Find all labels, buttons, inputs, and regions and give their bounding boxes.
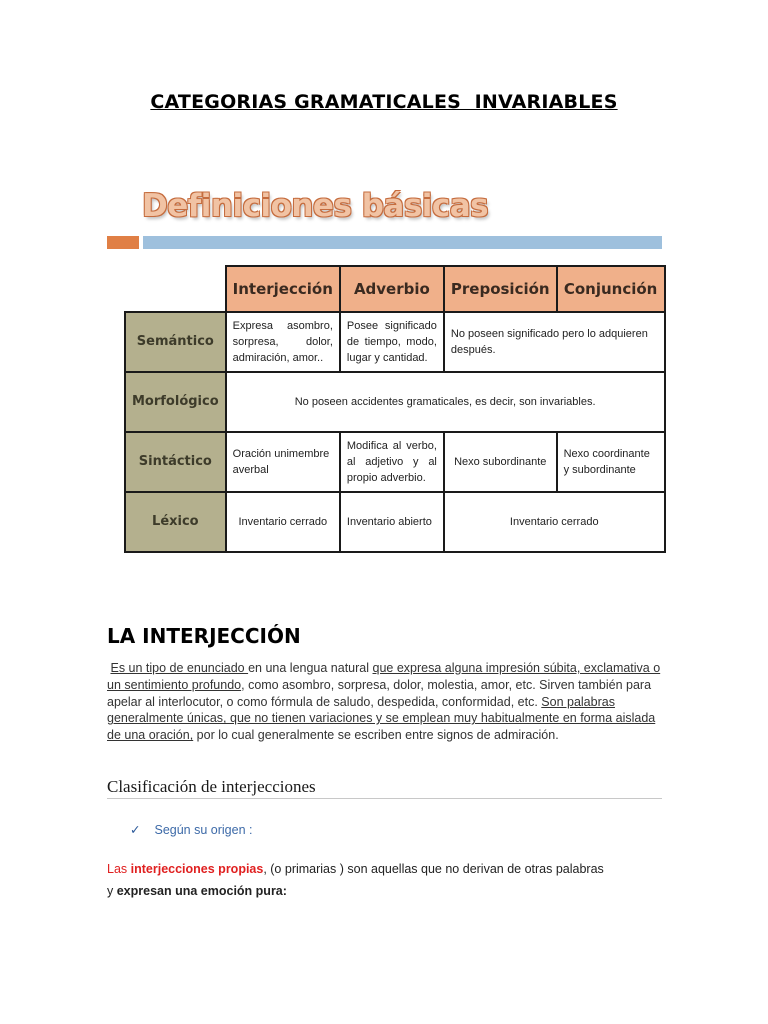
col-header-preposicion: Preposición xyxy=(444,266,557,312)
cell-sintactico-interjeccion: Oración unimembre averbal xyxy=(226,432,340,492)
document-title: CATEGORIAS GRAMATICALES INVARIABLES xyxy=(150,91,618,113)
checkmark-icon: ✓ xyxy=(130,823,141,837)
cell-lexico-interjeccion: Inventario cerrado xyxy=(226,492,340,552)
emocion-bold: expresan una emoción pura: xyxy=(116,884,287,898)
cell-semantico-interjeccion: Expresa asombro, sorpresa, dolor, admiración, amor.. xyxy=(226,312,340,372)
col-header-adverbio: Adverbio xyxy=(340,266,444,312)
para-text-1: en una lengua natural xyxy=(248,661,373,675)
emocion-line xyxy=(107,884,287,898)
emocion-lead: y xyxy=(107,884,117,898)
cell-semantico-prep-conj: No poseen significado pero lo adquieren después. xyxy=(444,312,665,372)
cell-semantico-adverbio: Posee significado de tiempo, modo, lugar y cantidad. xyxy=(340,312,444,372)
decorative-bar-blue xyxy=(143,236,662,249)
para-text-2: , como asombro, sorpresa, dolor, molestia, amor, etc. Sirven también para apelar al interlocutor, o como fórmula de saludo, despedida, conformidad, etc. xyxy=(107,677,652,709)
table-header-row xyxy=(125,266,665,312)
bullet-item xyxy=(130,822,252,837)
interjection-paragraph xyxy=(107,660,667,744)
cell-lexico-adverbio: Inventario abierto xyxy=(340,492,444,552)
subsection-rule xyxy=(107,798,662,799)
col-header-conjuncion: Conjunción xyxy=(557,266,665,312)
row-label-semantico: Semántico xyxy=(125,312,226,372)
table-row xyxy=(125,372,665,432)
subsection-heading: Clasificación de interjecciones xyxy=(107,777,316,796)
propias-term: interjecciones propias xyxy=(130,862,264,876)
propias-line xyxy=(107,862,604,876)
definitions-table xyxy=(124,265,666,553)
row-label-lexico: Léxico xyxy=(125,492,226,552)
para-underlined-1: Es un tipo de enunciado xyxy=(110,661,249,675)
table-corner xyxy=(125,266,226,312)
para-underlined-2: que expresa alguna impresión súbita, exclamativa o un sentimiento profundo xyxy=(107,661,661,692)
cell-lexico-prep-conj: Inventario cerrado xyxy=(444,492,665,552)
row-label-morfologico: Morfológico xyxy=(125,372,226,432)
para-underlined-3: Son palabras generalmente únicas, que no tienen variaciones y se emplean muy habitualmente en forma aislada de una oración, xyxy=(107,694,656,743)
section-heading: LA INTERJECCIÓN xyxy=(107,624,301,648)
decorative-bar-orange xyxy=(107,236,139,249)
propias-lead: Las xyxy=(107,862,131,876)
cell-sintactico-preposicion: Nexo subordinante xyxy=(444,432,557,492)
para-text-3: por lo cual generalmente se escriben entre signos de admiración. xyxy=(193,728,559,743)
cell-sintactico-adverbio: Modifica al verbo, al adjetivo y al propio adverbio. xyxy=(340,432,444,492)
table-row xyxy=(125,312,665,372)
table-row xyxy=(125,492,665,552)
propias-rest: , (o primarias ) son aquellas que no derivan de otras palabras xyxy=(263,862,604,876)
cell-sintactico-conjuncion: Nexo coordinante y subordinante xyxy=(557,432,665,492)
figure-heading: Definiciones básicas xyxy=(142,188,489,224)
table-row xyxy=(125,432,665,492)
bullet-text: Según su origen : xyxy=(154,823,253,837)
row-label-sintactico: Sintáctico xyxy=(125,432,226,492)
cell-morfologico-all: No poseen accidentes gramaticales, es decir, son invariables. xyxy=(226,372,665,432)
col-header-interjeccion: Interjección xyxy=(226,266,340,312)
